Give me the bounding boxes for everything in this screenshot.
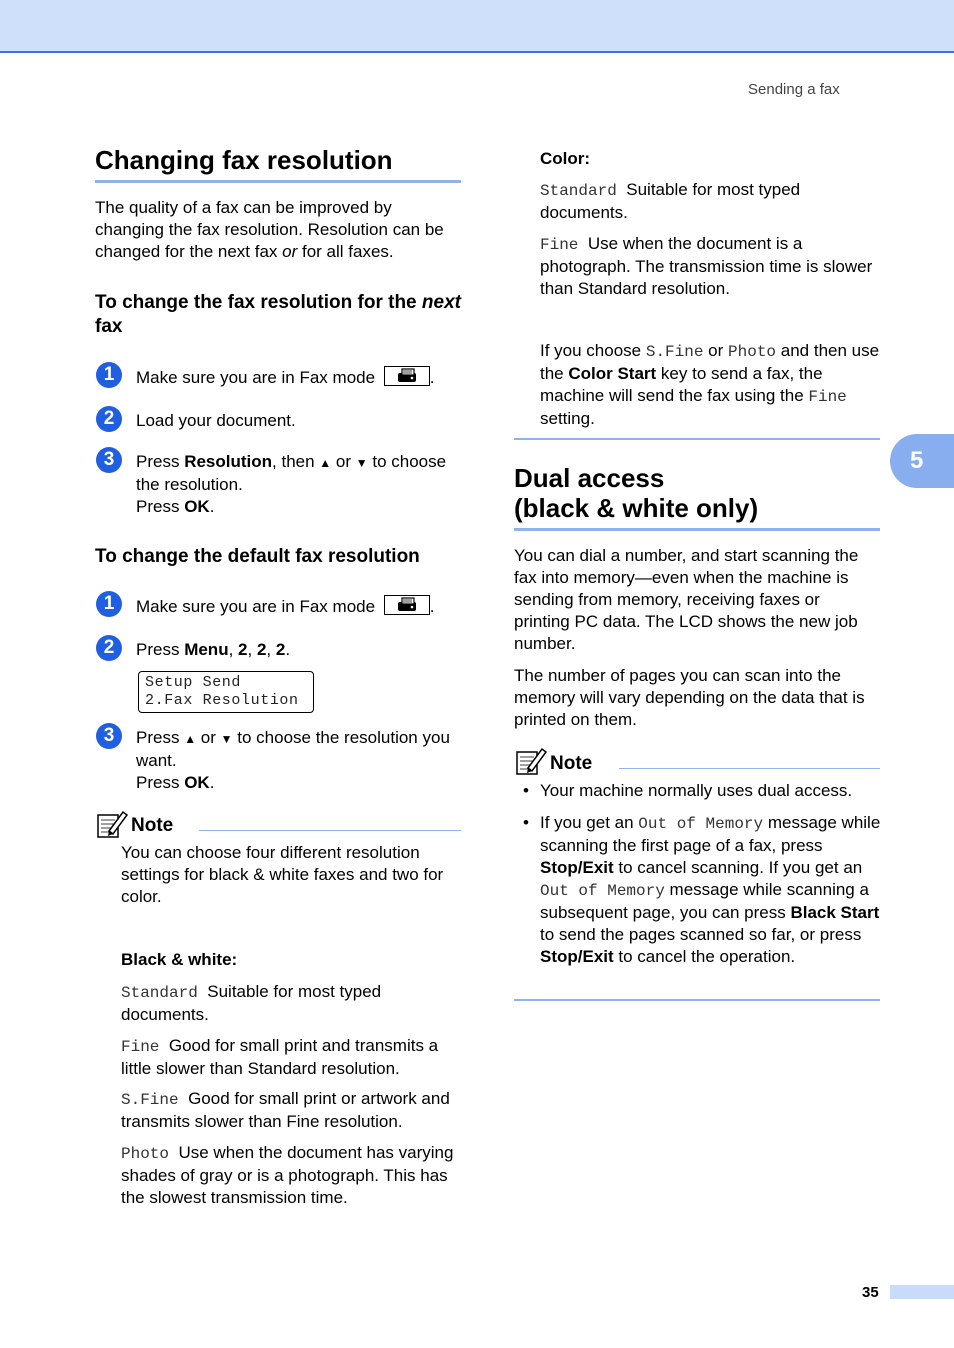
intro-paragraph: The quality of a fax can be improved by changing the fax resolution. Resolution can be changed for the next fax or for all faxes. — [95, 198, 444, 261]
step-text: Press ▲ or ▼ to choose the resolution you want. Press OK. — [136, 728, 450, 792]
lcd-line-2: 2.Fax Resolution — [145, 692, 299, 709]
fax-mode-key-icon — [384, 595, 430, 615]
resolution-item: Photo Use when the document has varying shades of gray or is a photograph. This has the slowest transmission time. — [121, 1143, 454, 1207]
resolution-item: Standard Suitable for most typed documents. — [121, 982, 382, 1024]
title-rule — [514, 528, 880, 531]
bw-heading: Black & white: — [121, 950, 238, 969]
note-text: You can choose four different resolution settings for black & white faxes and two for color. — [121, 843, 444, 906]
note-bullets — [540, 780, 885, 968]
resolution-item: S.Fine Good for small print or artwork and transmits slower than Fine resolution. — [121, 1089, 450, 1131]
note-rule — [199, 830, 461, 831]
down-arrow-icon: ▼ — [355, 456, 368, 470]
note-pencil-icon — [516, 746, 548, 782]
step-number: 3 — [96, 447, 122, 473]
top-banner — [0, 0, 954, 53]
color-heading: Color: — [540, 149, 591, 168]
title-rule — [95, 180, 461, 183]
step-number: 1 — [96, 362, 122, 388]
down-arrow-icon: ▼ — [220, 732, 233, 746]
step-text: Press Resolution, then ▲ or ▼ to choose the resolution. Press OK. — [136, 452, 447, 516]
step-text: Press Menu, 2, 2, 2. — [136, 640, 291, 659]
lcd-display — [138, 671, 314, 713]
note-pencil-icon — [97, 809, 129, 845]
note-rule — [619, 768, 880, 769]
step-number: 2 — [96, 635, 122, 661]
fax-mode-key-icon — [384, 366, 430, 386]
subheading-default: To change the default fax resolution — [95, 546, 420, 567]
page-number-bar — [890, 1285, 954, 1299]
lcd-line-1: Setup Send — [145, 674, 242, 691]
note-end-rule — [514, 438, 880, 440]
resolution-item: Standard Suitable for most typed documents. — [540, 180, 801, 222]
note-title: Note — [550, 753, 593, 774]
step-number: 3 — [96, 723, 122, 749]
step-number: 2 — [96, 406, 122, 432]
running-header: Sending a fax — [748, 81, 840, 98]
section-title: Dual access (black & white only) — [514, 463, 759, 523]
list-item: • If you get an Out of Memory message while scanning the first page of a fax, press Stop/Exit to cancel scanning. If you get an Out of Memory message while scanning a subsequent page, you can press Black Start to send the pages scanned so far, or press Stop/Exit to cancel the operation. — [540, 812, 885, 968]
note-title: Note — [131, 815, 174, 836]
up-arrow-icon: ▲ — [319, 456, 332, 470]
list-item: • Your machine normally uses dual access. — [540, 780, 885, 802]
note-end-rule — [514, 999, 880, 1001]
up-arrow-icon: ▲ — [184, 732, 197, 746]
choose-paragraph: If you choose S.Fine or Photo and then use the Color Start key to send a fax, the machine will send the fax using the Fine setting. — [540, 341, 880, 428]
chapter-tab: 5 — [890, 434, 954, 488]
resolution-item: Fine Use when the document is a photograph. The transmission time is slower than Standard resolution. — [540, 234, 873, 298]
page-number: 35 — [862, 1284, 879, 1301]
paragraph: You can dial a number, and start scanning the fax into memory—even when the machine is sending from memory, receiving faxes or printing PC data. The LCD shows the new job number. — [514, 546, 859, 653]
step-text: Make sure you are in Fax mode . — [136, 597, 435, 616]
step-text: Make sure you are in Fax mode . — [136, 368, 435, 387]
section-title: Changing fax resolution — [95, 145, 393, 175]
resolution-item: Fine Good for small print and transmits a little slower than Standard resolution. — [121, 1036, 439, 1078]
step-text: Load your document. — [136, 411, 296, 430]
step-number: 1 — [96, 591, 122, 617]
subheading-next-fax: To change the fax resolution for the next fax — [95, 292, 461, 337]
paragraph: The number of pages you can scan into the memory will vary depending on the data that is printed on them. — [514, 666, 865, 729]
